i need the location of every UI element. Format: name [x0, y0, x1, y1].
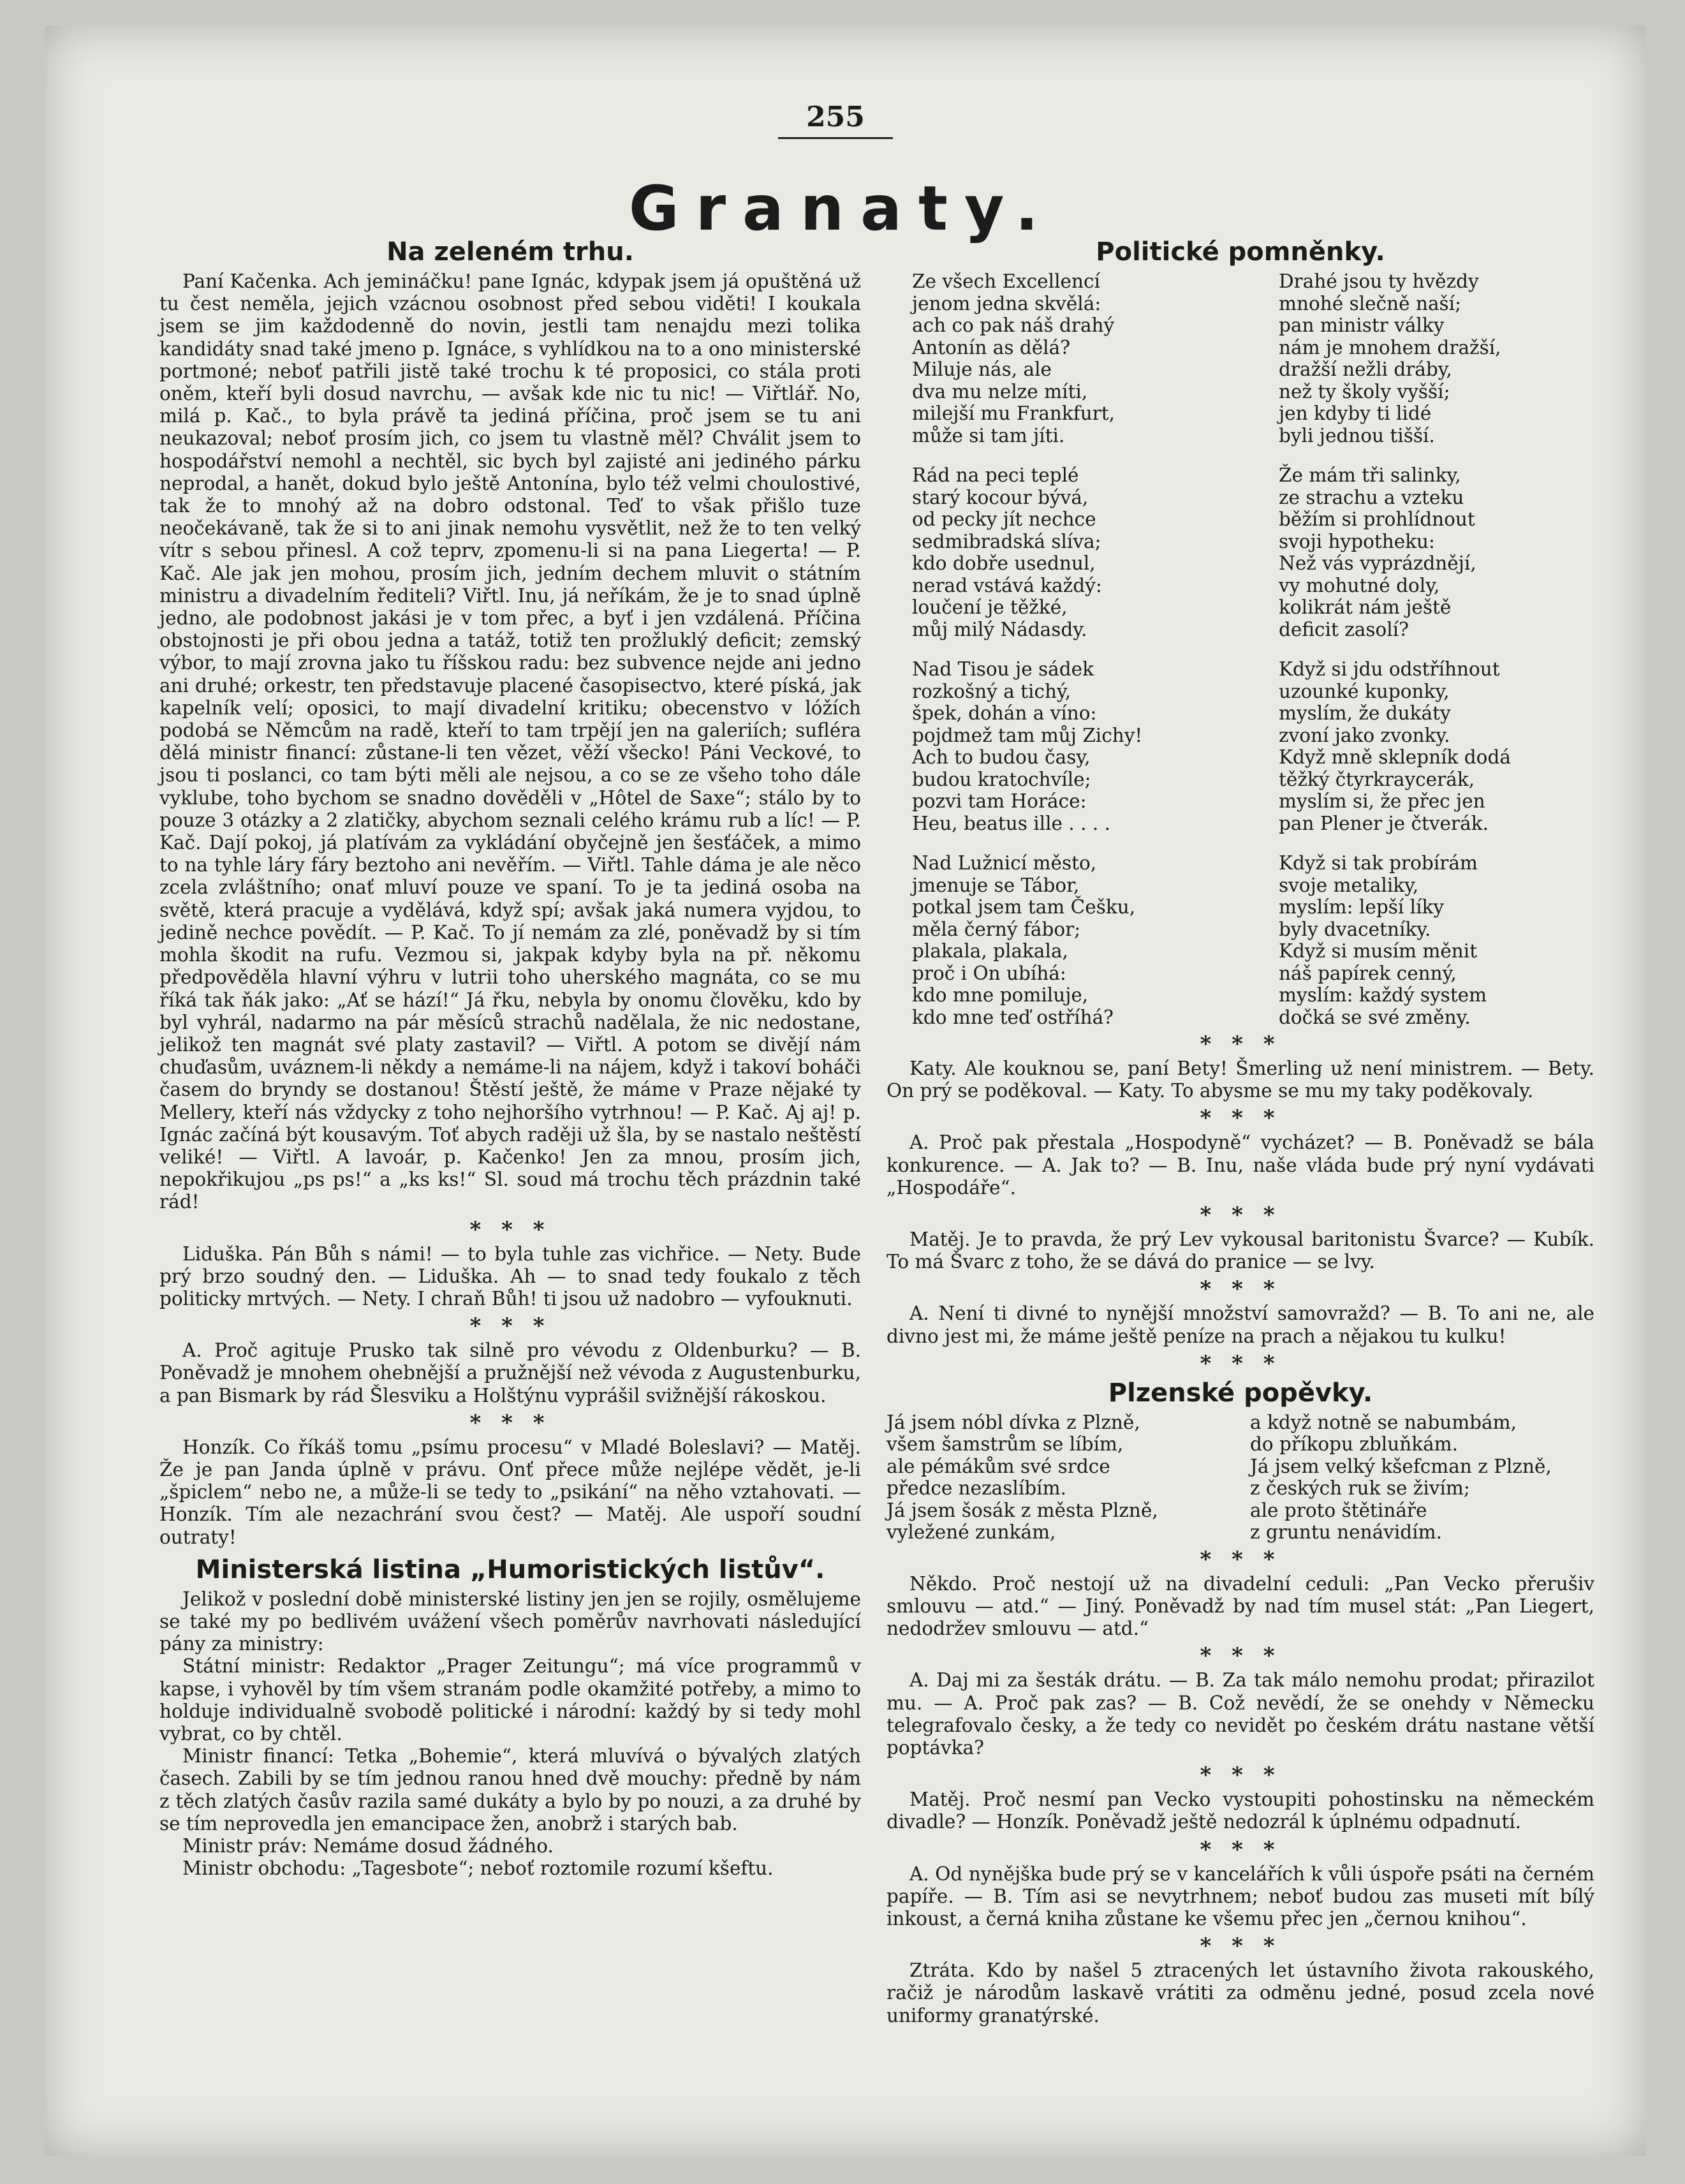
- right-column: [887, 236, 1594, 2027]
- poem-line: Že mám tři salinky,: [1279, 464, 1461, 486]
- poem-line: zvoní jako zvonky.: [1279, 724, 1450, 746]
- article-paragraph: Matěj. Je to pravda, že prý Lev vykousal baritonistu Švarce? — Kubík. To má Švarc z toho, že se dává do pranice — se lvy.: [887, 1228, 1594, 1273]
- poem-line: Nad Tisou je sádek: [912, 658, 1094, 680]
- poem-line: dva mu nelze míti,: [912, 380, 1088, 402]
- verse-line: z českých ruk se živím;: [1250, 1477, 1470, 1500]
- poem-stanza: [1253, 270, 1594, 446]
- section-separator: * * *: [469, 1410, 551, 1436]
- poem-line: budou kratochvíle;: [912, 768, 1091, 790]
- heading-politicke-pomnenky: Politické pomněnky.: [1096, 237, 1385, 267]
- poem-stanza: [887, 270, 1228, 446]
- poem-line: pan ministr války: [1279, 314, 1445, 336]
- poem-line: Rád na peci teplé: [912, 464, 1079, 486]
- poem-line: Miluje nás, ale: [912, 358, 1052, 380]
- heading-plzenske-popevky: Plzenské popěvky.: [1108, 1378, 1373, 1408]
- verse-line: ale pémákům své srdce: [887, 1455, 1110, 1477]
- poem-line: plakala, plakala,: [912, 940, 1068, 962]
- poem-line: dočká se své změny.: [1279, 1006, 1471, 1028]
- poem-line: Když mně sklepník dodá: [1279, 746, 1511, 768]
- poem-stanza: [1253, 658, 1594, 834]
- section-separator: * * *: [1200, 1350, 1281, 1376]
- poem-stanza: [887, 464, 1228, 640]
- poem-line: špek, dohán a víno:: [912, 702, 1097, 724]
- poem-line: uzounké kuponky,: [1279, 680, 1450, 702]
- poem-line: můj milý Nádasdy.: [912, 618, 1087, 640]
- poem-line: může si tam jíti.: [912, 424, 1065, 446]
- verse-line: předce nezaslíbím.: [887, 1477, 1066, 1500]
- verse-line: všem šamstrům se líbím,: [887, 1433, 1124, 1456]
- poem-line: Když si jdu odstříhnout: [1279, 658, 1500, 680]
- article-paragraph: A. Daj mi za šesták drátu. — B. Za tak málo nemohu prodat; přirazilot mu. — A. Proč pak zas? — B. Což nevědí, že se onehdy v Německu telegrafovalo česky, a že tedy co nevidět po českém drátu nastane větší poptávka?: [887, 1669, 1594, 1759]
- poem-line: těžký čtyrkraycerák,: [1279, 768, 1475, 790]
- popevky-verses: [887, 1412, 1594, 1544]
- poem-line: myslím si, že přec jen: [1279, 790, 1485, 812]
- poem-line: Než vás vyprázdnějí,: [1279, 552, 1476, 574]
- article-paragraph: Ministr obchodu: „Tagesbote“; neboť roztomile rozumí kšeftu.: [182, 1857, 774, 1880]
- poem-line: dražší nežli dráby,: [1279, 358, 1452, 380]
- poem-line: jenom jedna skvělá:: [912, 292, 1101, 314]
- article-paragraph: Paní Kačenka. Ach jemináčku! pane Ignác, kdypak jsem já opuštěná už tu čest neměla, jejich vzácnou osobnost před sebou viděti! I koukala jsem se jim každodenně do novin, jestli tam nenajdu mezi tolika kandidáty snad také jmeno p. Ignáce, s vyhlídkou na to a ono ministerské portmoné; neboť patřili jistě také trochu k té proposici, co stála proti oněm, kteří byli dosud navrchu, — avšak kde nic tu nic! — Viřtlář. No, milá p. Kač., to byla právě ta jediná příčina, proč jsem se tu ani neukazoval; neboť prosím jich, co jsem tu vlastně měl? Chválit jsem to hospodářství nemohl a nechtěl, sic bych byl zajisté ani jediného párku neprodal, a hanět, dokud bylo ještě Antonína, bylo též velmi choulostivé, tak že to mnohý až na dobro odstonal. Teď to však přišlo tuze neočekávaně, tak že si to ani jinak nemohu vysvětlit, než že to ten velký vítr s sebou přinesl. A což teprv, zpomenu-li si na pana Liegerta! — P. Kač. Ale jak jen mohou, prosím jich, jedním dechem mluvit o státním ministru a divadelním řediteli? Viřtl. Inu, já neříkám, že je to snad úplně jedno, ale podobnost jakási je v tom přec, a byť i jen vzdálená. Příčina obstojnosti je při obou jedna a tatáž, totiž ten prožluklý deficit; zemský výbor, to mají zrovna jako tu říšskou radu: bez subvence nejde ani jedno ani druhé; orkestr, ten představuje placené časopisectvo, které píská, jak kapelník velí; oposici, to mají divadelní kritiku; obecenstvo v lóžích podobá se Němcům na radě, kteří to tam trpějí jen na galeriích; sufléra dělá ministr financí: zůstane-li ten vězet, věží všecko! Páni Veckové, to jsou ti poslanci, co tam býti měli ale nejsou, a co se ze všeho toho dále vyklube, toho bychom se snadno dověděli v „Hôtel de Saxe“; stálo by to pouze 3 otázky a 2 zlatičky, abychom seznali celého krámu rub a líc! — P. Kač. Dají pokoj, já platívám za vykládání obyčejně jen šesťáček, a mimo to na tyhle láry fáry beztoho ani nevěřím. — Viřtl. Tahle dáma je ale něco zcela zvláštního; onať mluví pouze ve spaní. To je ta jediná osoba na světě, která pracuje a vydělává, když spí; avšak jaká numera vyjdou, to jedině nechce povědít. — P. Kač. To jí nemám za zlé, poněvadž by si tím mohla škodit na rufu. Vezmou si, jakpak kdyby byla na př. někomu předpověděla hlavní výhru v lutrii toho uherského magnáta, co se mu říká tak ňák jako: „Ať se hází!“ Já řku, nebyla by onomu člověku, kdo by byl vyhrál, nadarmo na pár měsíců strachů nadělala, že nic nedostane, jelikož ten magnát své platy zastavil? — Viřtl. A potom se divějí nám chuďasům, uváznem-li někdy a nemáme-li na nájem, když i takoví boháči časem do bryndy se dostanou! Štěstí ještě, že máme v Praze nějaké ty Mellery, kteří nás vždycky z toho nejhoršího vytrhnou! — P. Kač. Aj aj! p. Ignác začíná být kousavým. Toť abych raději už šla, by se nastalo neštěstí veliké! — Viřtl. A lavoár, p. Kačenko! Jen za mnou, prosím jich, nepokřikujou „ps ps!“ a „ks ks!“ Sl. soud má trochu těch prázdnin také rád!: [159, 270, 861, 1213]
- poem-line: běžím si prohlídnout: [1279, 508, 1475, 530]
- poem-line: Ze všech Excellencí: [912, 270, 1100, 292]
- poem-line: jen kdyby ti lidé: [1279, 402, 1432, 424]
- article-paragraph: Katy. Ale kouknou se, paní Bety! Šmerling už není ministrem. — Bety. On prý se poděkoval. — Katy. To abysme se mu my taky poděkovaly.: [887, 1058, 1594, 1102]
- article-paragraph: Státní ministr: Redaktor „Prager Zeitungu“; má více programmů v kapse, i vyhověl by tím všem stranám podle okamžité potřeby, a mimo to holduje individualně svobodě politické i národní: každý by si tedy mohl vybrat, co by chtěl.: [159, 1655, 861, 1745]
- heading-ministerska-listina: Ministerská listina „Humoristických listův“.: [195, 1554, 825, 1584]
- poem-stanza: [1253, 852, 1594, 1028]
- poem-line: než ty školy vyšší;: [1279, 380, 1450, 402]
- poem-line: byli jednou tišší.: [1279, 424, 1435, 446]
- page-number: 255: [778, 101, 893, 139]
- verse-line: Já jsem šosák z města Plzně,: [887, 1499, 1158, 1521]
- poem-line: Nad Lužnicí město,: [912, 852, 1097, 874]
- verse-line: do příkopu zbluňkám.: [1250, 1433, 1459, 1456]
- poem-line: ach co pak náš drahý: [912, 314, 1115, 336]
- section-separator: * * *: [1200, 1031, 1281, 1057]
- poem-line: starý kocour bývá,: [912, 486, 1089, 508]
- poem-line: od pecky jít nechce: [912, 508, 1096, 530]
- section-separator: * * *: [1200, 1105, 1281, 1132]
- article-paragraph: Liduška. Pán Bůh s námi! — to byla tuhle zas vichřice. — Nety. Bude prý brzo soudný den. — Liduška. Ah — to snad tedy foukalo z těch politicky mrtvých. — Nety. I chraň Bůh! ti jsou už nadobro — vyfouknuti.: [159, 1243, 861, 1310]
- popevky-left: [887, 1412, 1231, 1544]
- poem-line: Když si tak probírám: [1279, 852, 1478, 874]
- poem-line: nerad vstává každý:: [912, 574, 1102, 596]
- poem-line: jmenuje se Tábor,: [912, 874, 1080, 896]
- heading-na-zelenem-trhu: Na zeleném trhu.: [386, 237, 634, 267]
- newspaper-page: [45, 26, 1645, 2156]
- poem-line: byly dvacetníky.: [1279, 918, 1431, 940]
- poem-line: sedmibradská slíva;: [912, 530, 1101, 552]
- section-separator: * * *: [1200, 1836, 1281, 1863]
- article-paragraph: A. Proč pak přestala „Hospodyně“ vycházet? — B. Poněvadž se bála konkurence. — A. Jak to? — B. Inu, naše vláda bude prý nyní vydávati „Hospodáře“.: [887, 1132, 1594, 1199]
- poem-grid: [887, 270, 1594, 1028]
- poem-line: myslím, že dukáty: [1279, 702, 1451, 724]
- poem-line: kdo mne pomiluje,: [912, 984, 1089, 1006]
- poem-line: loučení je těžké,: [912, 596, 1068, 618]
- poem-line: kolikrát nám ještě: [1279, 596, 1452, 618]
- poem-line: vy mohutné doly,: [1279, 574, 1440, 596]
- article-paragraph: A. Proč agituje Prusko tak silně pro vévodu z Oldenburku? — B. Poněvadž je mnohem ohebnější a pružnější než vévoda z Augustenburku, a pan Bismark by rád Šlesviku a Holštýnu vyprášil svižnější rákoskou.: [159, 1339, 861, 1406]
- verse-line: ale proto štětináře: [1250, 1499, 1427, 1521]
- poem-line: Drahé jsou ty hvězdy: [1279, 270, 1479, 292]
- section-separator: * * *: [1200, 1276, 1281, 1302]
- poem-line: rozkošný a tichý,: [912, 680, 1071, 702]
- poem-line: nám je mnohem dražší,: [1279, 336, 1501, 358]
- popevky-right: [1250, 1412, 1594, 1544]
- poem-stanza: [887, 658, 1228, 834]
- poem-line: proč i On ubíhá:: [912, 962, 1066, 984]
- article-paragraph: Někdo. Proč nestojí už na divadelní ceduli: „Pan Vecko přerušiv smlouvu — atd.“ — Jiný. Poněvadž by nad tím musel stát: „Pan Liegert, nedodržev smlouvu — atd.“: [887, 1572, 1594, 1640]
- poem-stanza: [887, 852, 1228, 1028]
- poem-line: pan Plener je čtverák.: [1279, 812, 1489, 834]
- poem-line: měla černý fábor;: [912, 918, 1081, 940]
- verse-line: z gruntu nenávidím.: [1250, 1521, 1442, 1544]
- article-paragraph: A. Není ti divné to nynější množství samovražd? — B. To ani ne, ale divno jest mi, že máme ještě peníze na prach a nějakou tu kulku!: [887, 1302, 1594, 1347]
- article-paragraph: A. Od nynějška bude prý se v kancelářích k vůli úspoře psáti na černém papíře. — B. Tím asi se nevytrhnem; neboť budou zas museti mít bílý inkoust, a černá kniha zůstane ke všemu přec jen „černou knihou“.: [887, 1863, 1594, 1930]
- left-column: [159, 236, 861, 1880]
- poem-line: milejší mu Frankfurt,: [912, 402, 1115, 424]
- poem-line: myslím: každý system: [1279, 984, 1487, 1006]
- poem-line: Heu, beatus ille . . . .: [912, 812, 1111, 834]
- poem-line: pozvi tam Horáce:: [912, 790, 1087, 812]
- verse-line: Já jsem velký kšefcman z Plzně,: [1250, 1455, 1552, 1477]
- poem-line: potkal jsem tam Češku,: [912, 896, 1136, 918]
- section-separator: * * *: [1200, 1202, 1281, 1228]
- section-separator: * * *: [469, 1313, 551, 1339]
- poem-line: kdo dobře usednul,: [912, 552, 1096, 574]
- poem-line: Když si musím měnit: [1279, 940, 1478, 962]
- poem-line: Ach to budou časy,: [912, 746, 1091, 768]
- poem-line: svoji hypotheku:: [1279, 530, 1435, 552]
- verse-line: vyležené zunkám,: [887, 1521, 1056, 1544]
- section-separator: * * *: [469, 1216, 551, 1243]
- article-paragraph: Ministr financí: Tetka „Bohemie“, která mluvívá o bývalých zlatých časech. Zabili by se tím jednou ranou hned dvě mouchy: předně by nám z těch zlatých časův razila samé dukáty a bylo by po nouzi, a za druhé by se tím neprovedla jen emancipace žen, anobrž i starých bab.: [159, 1745, 861, 1834]
- poem-stanza: [1253, 464, 1594, 640]
- article-paragraph: Jelikož v poslední době ministerské listiny jen jen se rojily, osmělujeme se také my po bedlivém uvážení všech poměrův navrhovati následující pány za ministry:: [159, 1588, 861, 1655]
- section-separator: * * *: [1200, 1546, 1281, 1572]
- poem-line: Antonín as dělá?: [912, 336, 1071, 358]
- article-paragraph: Honzík. Co říkáš tomu „psímu procesu“ v Mladé Boleslavi? — Matěj. Že je pan Janda úplně v právu. Onť přece může nejlépe vědět, je-li „špiclem“ nebo ne, a může-li se tedy to „psikání“ na něho vztahovati. — Honzík. Tím ale nezachrání svou čest? — Matěj. Ale uspoří soudní outraty!: [159, 1436, 861, 1548]
- section-separator: * * *: [1200, 1933, 1281, 1959]
- verse-line: a když notně se nabumbám,: [1250, 1411, 1517, 1433]
- poem-line: deficit zasolí?: [1279, 618, 1409, 640]
- poem-line: ze strachu a vzteku: [1279, 486, 1464, 508]
- poem-line: mnohé slečně naší;: [1279, 292, 1462, 314]
- verse-line: Já jsem nóbl dívka z Plzně,: [887, 1411, 1140, 1433]
- poem-line: kdo mne teď ostříhá?: [912, 1006, 1114, 1028]
- section-separator: * * *: [1200, 1643, 1281, 1669]
- poem-line: pojdmež tam můj Zichy!: [912, 724, 1143, 746]
- poem-line: myslím: lepší líky: [1279, 896, 1445, 918]
- article-paragraph: Ztráta. Kdo by našel 5 ztracených let ústavního života rakouského, račiž je národům laskavě vrátiti za odměnu jedné, posud zcela nové uniformy granatýrské.: [887, 1959, 1594, 2026]
- poem-line: náš papírek cenný,: [1279, 962, 1457, 984]
- masthead-title: Granaty.: [628, 173, 1056, 244]
- article-paragraph: Matěj. Proč nesmí pan Vecko vystoupiti pohostinsku na německém divadle? — Honzík. Poněvadž ještě nedozrál k úplnému odpadnutí.: [887, 1789, 1594, 1833]
- poem-line: svoje metaliky,: [1279, 874, 1419, 896]
- article-paragraph: Ministr práv: Nemáme dosud žádného.: [182, 1835, 554, 1857]
- section-separator: * * *: [1200, 1762, 1281, 1789]
